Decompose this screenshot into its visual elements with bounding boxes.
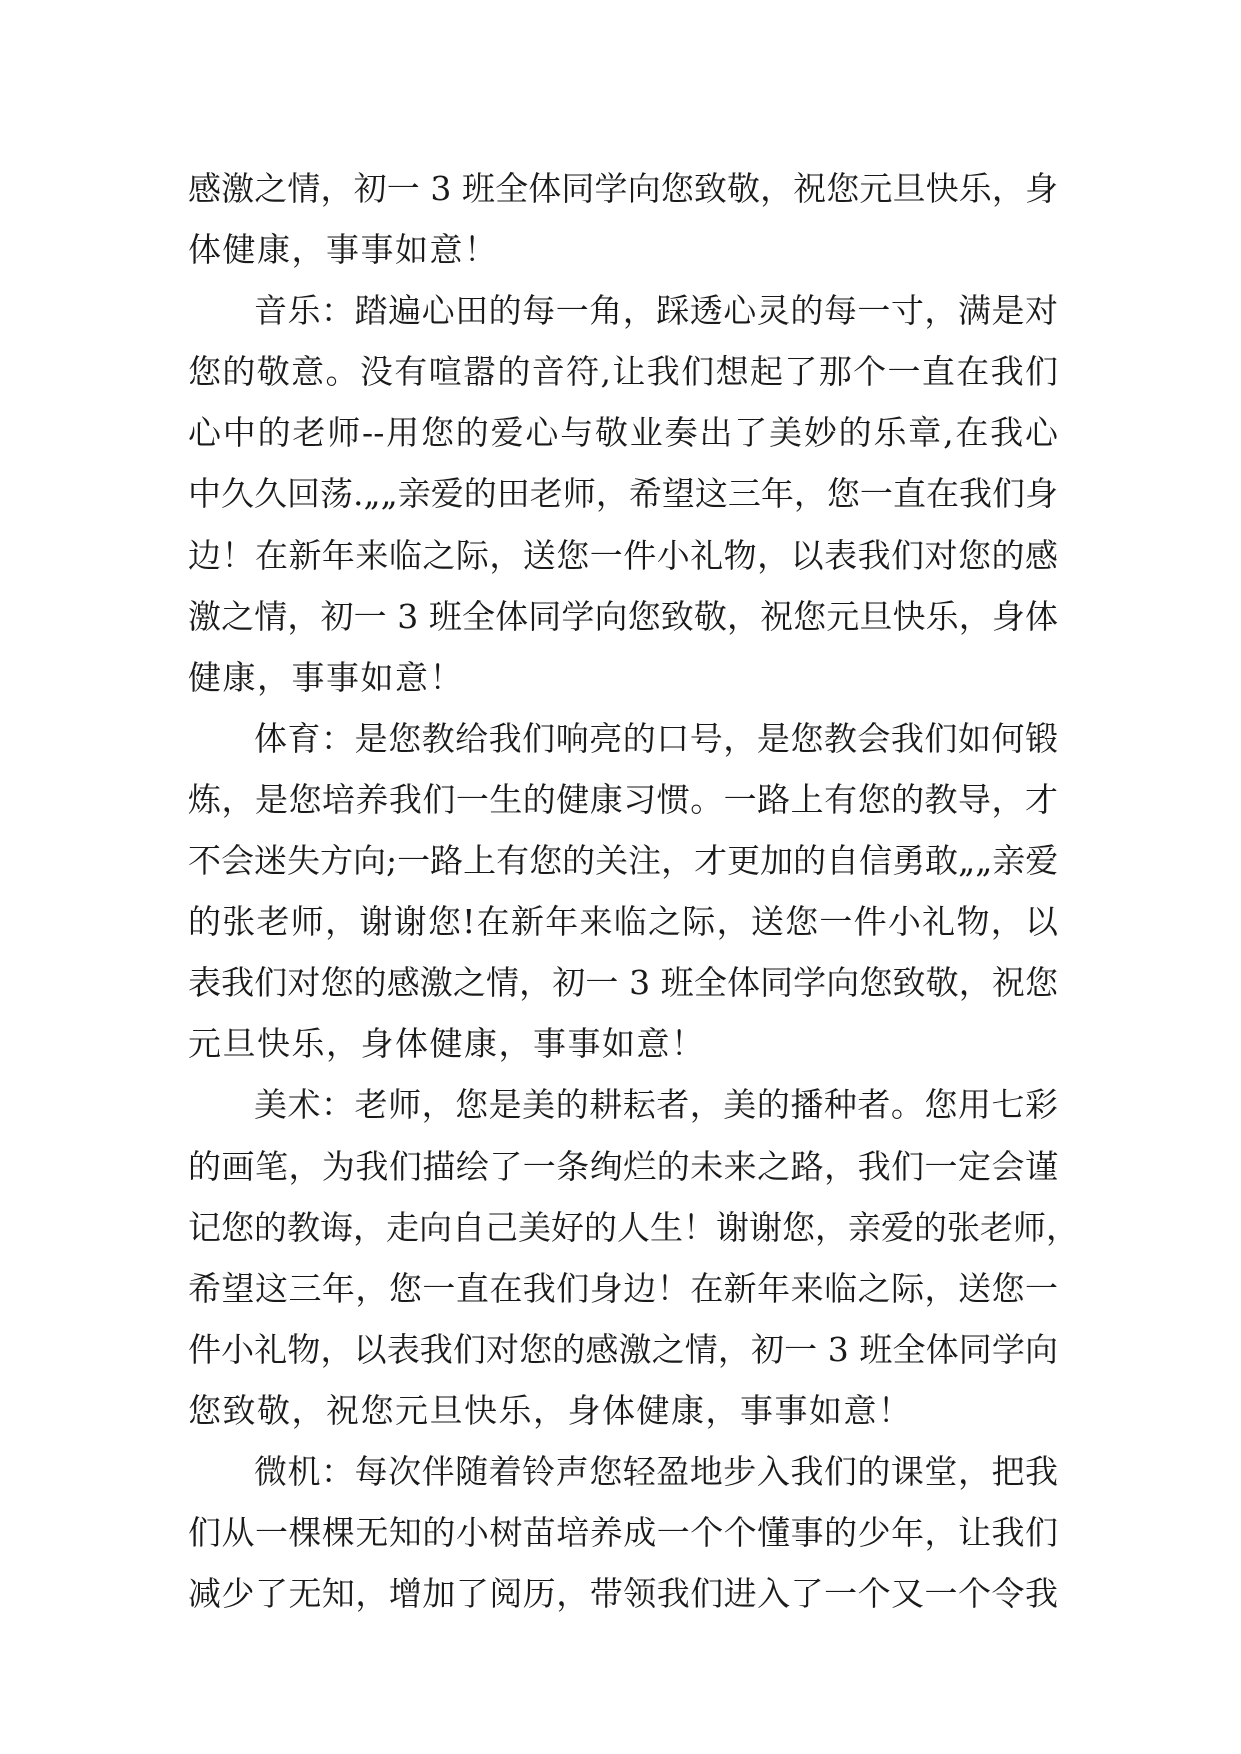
text-line: 感激之情，初一 3 班全体同学向您致敬，祝您元旦快乐，身 <box>188 169 1058 208</box>
text-line: 中久久回荡.„„亲爱的田老师，希望这三年，您一直在我们身 <box>188 474 1058 514</box>
text-line: 您的敬意。没有喧嚣的音符,让我们想起了那个一直在我们 <box>188 352 1058 392</box>
text-line: 的画笔，为我们描绘了一条绚烂的未来之路，我们一定会谨 <box>188 1146 1058 1186</box>
paragraph-music-first-line: 音乐：踏遍心田的每一角，踩透心灵的每一寸，满是对 <box>254 291 1058 331</box>
document-body <box>188 158 1079 1624</box>
text-line: 元旦快乐，身体健康，事事如意！ <box>188 1024 706 1064</box>
text-line: 您致敬，祝您元旦快乐，身体健康，事事如意！ <box>188 1390 913 1430</box>
text-line: 表我们对您的感激之情，初一 3 班全体同学向您致敬，祝您 <box>188 963 1058 1003</box>
text-line: 健康，事事如意！ <box>188 657 464 697</box>
text-line: 心中的老师--用您的爱心与敬业奏出了美妙的乐章,在我心 <box>188 413 1058 453</box>
paragraph-computer-first-line: 微机：每次伴随着铃声您轻盈地步入我们的课堂，把我 <box>254 1451 1058 1491</box>
text-line: 件小礼物，以表我们对您的感激之情，初一 3 班全体同学向 <box>188 1329 1058 1369</box>
text-line: 减少了无知，增加了阅历，带领我们进入了一个又一个令我 <box>188 1574 1058 1614</box>
text-line: 边！在新年来临之际，送您一件小礼物，以表我们对您的感 <box>188 535 1058 575</box>
text-line: 的张老师，谢谢您!在新年来临之际，送您一件小礼物，以 <box>188 902 1058 942</box>
text-line: 们从一棵棵无知的小树苗培养成一个个懂事的少年，让我们 <box>188 1513 1058 1553</box>
text-line: 激之情，初一 3 班全体同学向您致敬，祝您元旦快乐，身体 <box>188 596 1058 636</box>
paragraph-art-first-line: 美术：老师，您是美的耕耘者，美的播种者。您用七彩 <box>254 1085 1058 1125</box>
text-line: 希望这三年，您一直在我们身边！在新年来临之际，送您一 <box>188 1268 1058 1308</box>
text-line: 记您的教诲，走向自己美好的人生！谢谢您，亲爱的张老师， <box>188 1207 1079 1247</box>
text-line: 炼，是您培养我们一生的健康习惯。一路上有您的教导，才 <box>188 779 1058 819</box>
paragraph-pe-first-line: 体育：是您教给我们响亮的口号，是您教会我们如何锻 <box>254 718 1058 758</box>
text-line: 不会迷失方向;一路上有您的关注，才更加的自信勇敢„„亲爱 <box>188 841 1059 881</box>
text-line: 体健康，事事如意！ <box>188 230 499 270</box>
